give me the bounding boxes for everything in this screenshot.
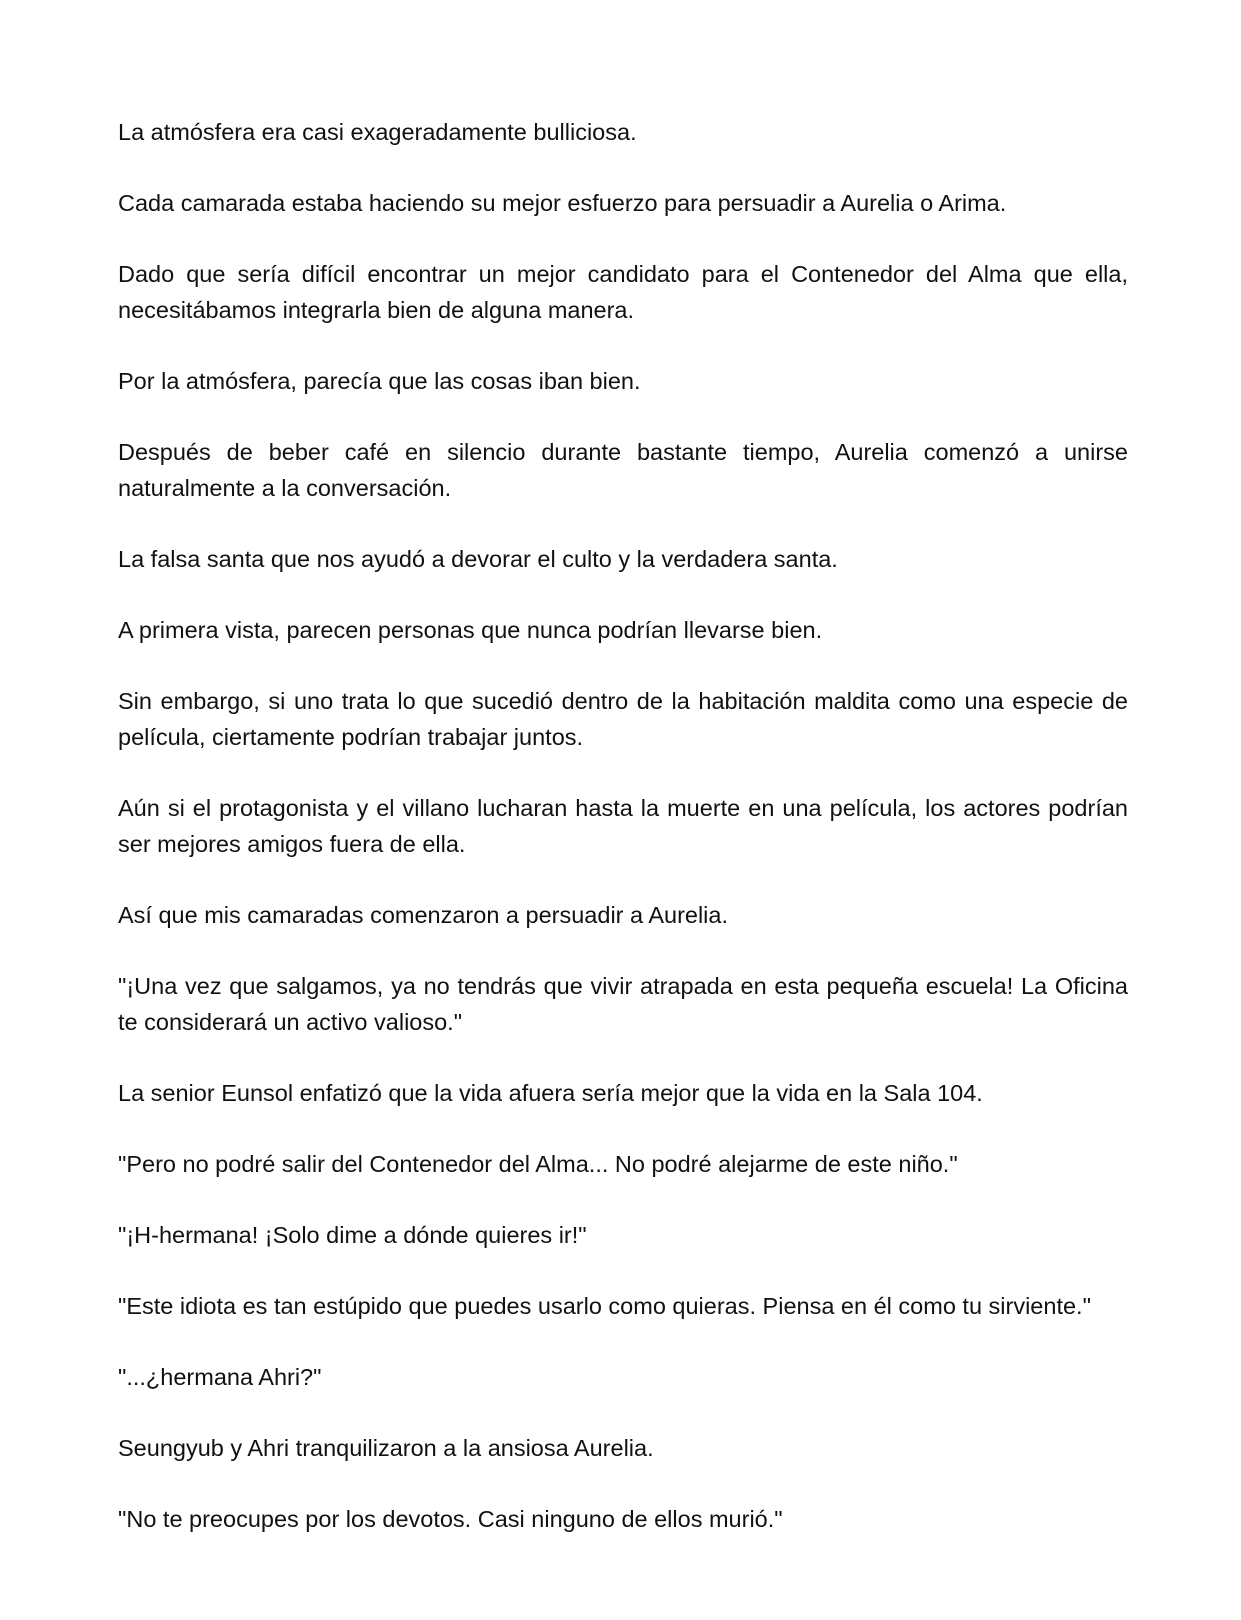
paragraph: Sin embargo, si uno trata lo que sucedió dentro de la habitación maldita como una especie de película, ciertamente podrían trabajar juntos. [118,688,1128,750]
paragraph: Cada camarada estaba haciendo su mejor esfuerzo para persuadir a Aurelia o Arima. [118,190,1007,216]
paragraph: Aún si el protagonista y el villano lucharan hasta la muerte en una película, los actores podrían ser mejores amigos fuera de ella. [118,795,1128,857]
paragraph: "¡H-hermana! ¡Solo dime a dónde quieres ir!" [118,1222,587,1248]
document-body [118,114,1128,1572]
paragraph: "Pero no podré salir del Contenedor del Alma... No podré alejarme de este niño." [118,1151,958,1177]
paragraph: "No te preocupes por los devotos. Casi ninguno de ellos murió." [118,1506,783,1532]
paragraph: Dado que sería difícil encontrar un mejor candidato para el Contenedor del Alma que ella, necesitábamos integrarla bien de alguna manera. [118,261,1128,323]
paragraph: A primera vista, parecen personas que nunca podrían llevarse bien. [118,617,823,643]
paragraph: La atmósfera era casi exageradamente bulliciosa. [118,119,637,145]
paragraph: "Este idiota es tan estúpido que puedes usarlo como quieras. Piensa en él como tu sirviente." [118,1293,1091,1319]
paragraph: La falsa santa que nos ayudó a devorar el culto y la verdadera santa. [118,546,838,572]
paragraph: "¡Una vez que salgamos, ya no tendrás que vivir atrapada en esta pequeña escuela! La Oficina te considerará un activo valioso." [118,973,1128,1035]
paragraph: Seungyub y Ahri tranquilizaron a la ansiosa Aurelia. [118,1435,654,1461]
paragraph: La senior Eunsol enfatizó que la vida afuera sería mejor que la vida en la Sala 104. [118,1080,983,1106]
paragraph: Así que mis camaradas comenzaron a persuadir a Aurelia. [118,902,729,928]
paragraph: Por la atmósfera, parecía que las cosas iban bien. [118,368,641,394]
paragraph: Después de beber café en silencio durante bastante tiempo, Aurelia comenzó a unirse naturalmente a la conversación. [118,439,1128,501]
paragraph: "...¿hermana Ahri?" [118,1364,322,1390]
